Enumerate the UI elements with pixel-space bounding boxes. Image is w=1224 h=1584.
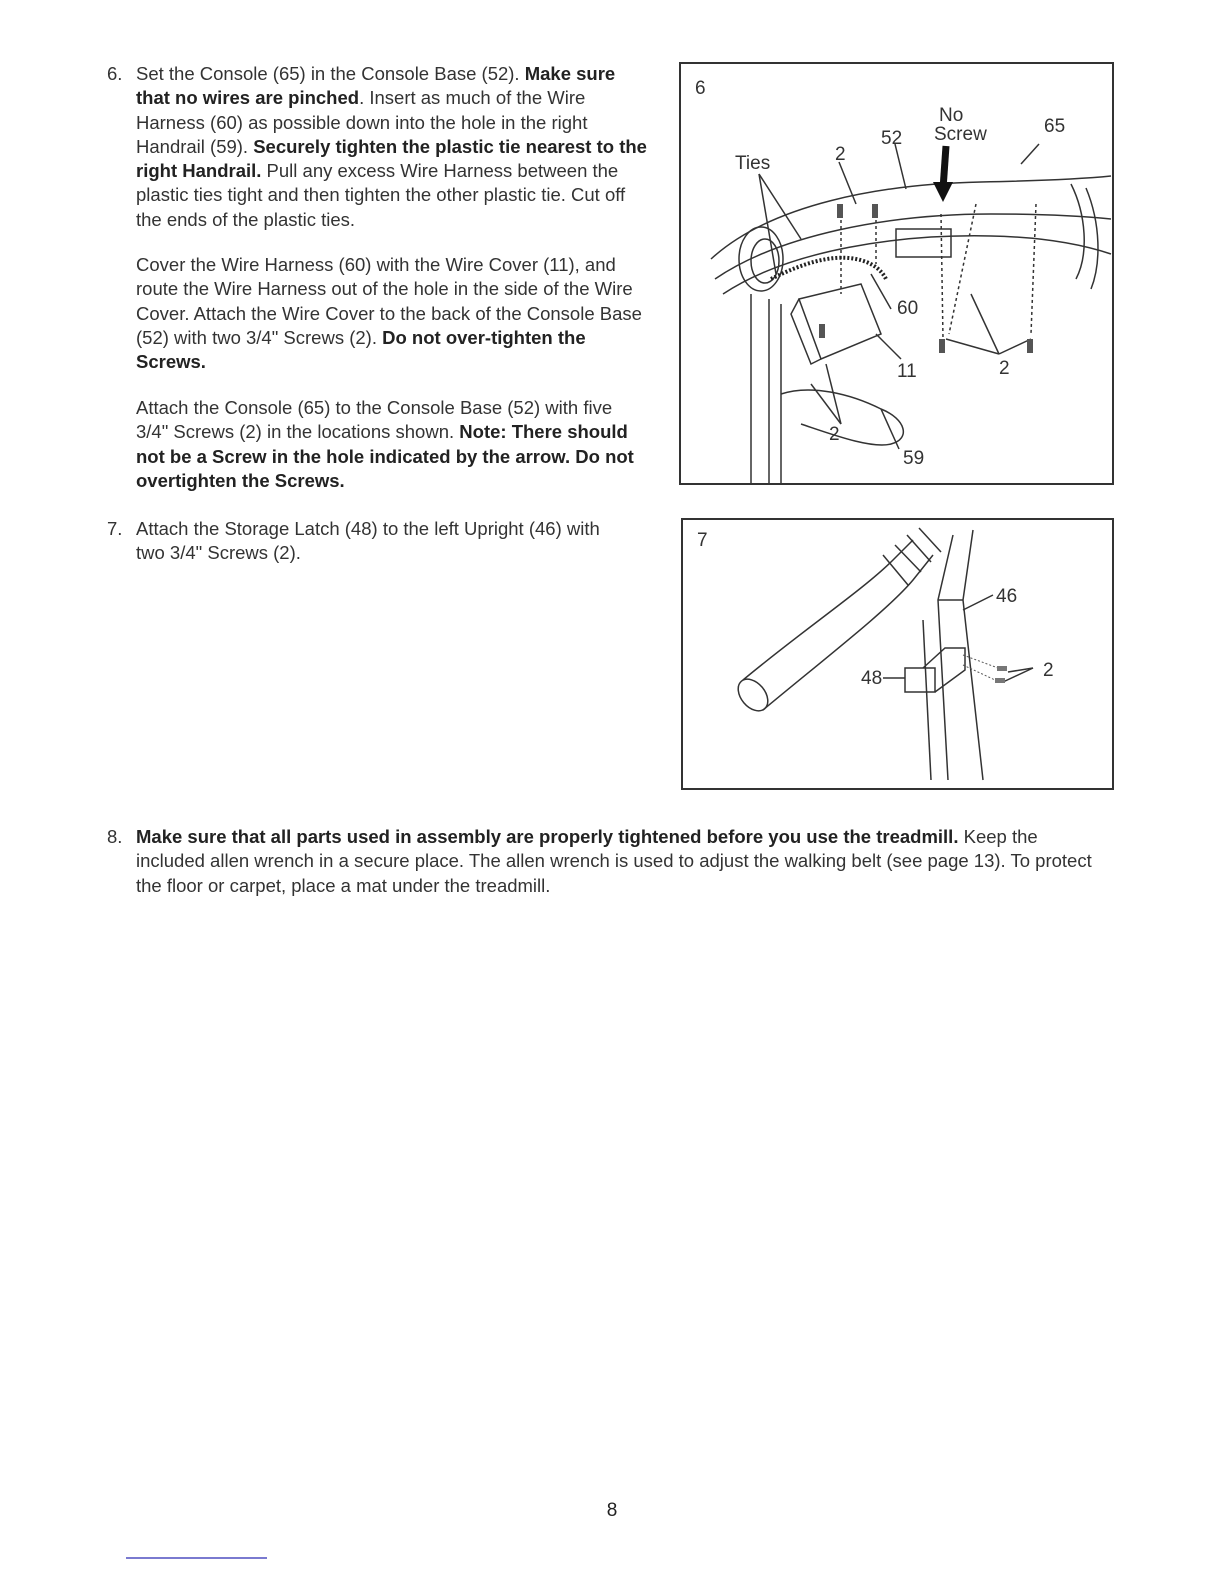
text-run: Set the Console (65) in the Console Base (52). bbox=[136, 63, 525, 84]
step-6-number: 6. bbox=[107, 63, 123, 84]
label-46: 46 bbox=[996, 586, 1018, 607]
figure-7-number: 7 bbox=[697, 530, 708, 551]
text-run: Make sure that all parts used in assembly are properly tightened before you use the treadmill. bbox=[136, 826, 959, 847]
text-run: Pull any excess Wire Harness between the plastic ties tight and then tighten the other plastic tie. Cut off the ends of the plastic ties. bbox=[136, 160, 626, 230]
label-60: 60 bbox=[897, 298, 919, 319]
step-8-number: 8. bbox=[107, 826, 123, 847]
label-2-top: 2 bbox=[835, 144, 846, 165]
label-52: 52 bbox=[881, 128, 903, 149]
label-48: 48 bbox=[861, 668, 883, 689]
label-59: 59 bbox=[903, 448, 925, 469]
label-no: No bbox=[939, 105, 964, 126]
step-8-paragraph bbox=[136, 825, 1096, 898]
label-screw: Screw bbox=[934, 124, 987, 145]
figure-6-number: 6 bbox=[695, 78, 706, 99]
text-run: Cover the Wire Harness (60) with the Wire Cover (11), and route the Wire Harness out of the hole in the side of the Wire Cover. Attach the Wire Cover to the back of the Console Base (52) with two 3/4" Screws (2). bbox=[136, 254, 642, 348]
label-2-right: 2 bbox=[999, 358, 1010, 379]
step-6-paragraph-1 bbox=[136, 62, 648, 232]
text-run: Make sure that no wires are pinched bbox=[136, 63, 616, 109]
wire-harness bbox=[771, 258, 886, 279]
figure-6-illustration bbox=[681, 64, 1112, 483]
text-run: Attach the Console (65) to the Console Base (52) with five 3/4" Screws (2) in the locations shown. bbox=[136, 397, 613, 443]
label-ties: Ties bbox=[735, 153, 771, 174]
figure-7-illustration bbox=[683, 520, 1112, 788]
upright-46 bbox=[938, 535, 953, 780]
step-6-paragraph-3 bbox=[136, 396, 648, 493]
label-2: 2 bbox=[1043, 660, 1054, 681]
text-run: . Insert as much of the Wire Harness (60) as possible down into the hole in the right Handrail (59). bbox=[136, 87, 588, 157]
step-6-paragraph-2 bbox=[136, 253, 648, 374]
footer-divider bbox=[126, 1557, 267, 1559]
label-2-bottom: 2 bbox=[829, 424, 840, 445]
label-65: 65 bbox=[1044, 116, 1066, 137]
text-run: Keep the included allen wrench in a secure place. The allen wrench is used to adjust the walking belt (see page 13). To protect the floor or carpet, place a mat under the treadmill. bbox=[136, 826, 1092, 896]
text-run: Note: There should not be a Screw in the hole indicated by the arrow. Do not overtighten the Screws. bbox=[136, 421, 634, 491]
page-number: 8 bbox=[606, 1500, 618, 1521]
text-run: Do not over-tighten the Screws. bbox=[136, 326, 586, 373]
figure-7 bbox=[681, 518, 1114, 790]
text-run: Securely tighten the plastic tie nearest to the right Handrail. bbox=[136, 135, 647, 182]
step-7-text: Attach the Storage Latch (48) to the left Upright (46) with two 3/4" Screws (2). bbox=[136, 518, 600, 564]
step-7-number: 7. bbox=[107, 518, 123, 539]
figure-6 bbox=[679, 62, 1114, 485]
label-11: 11 bbox=[897, 361, 917, 382]
